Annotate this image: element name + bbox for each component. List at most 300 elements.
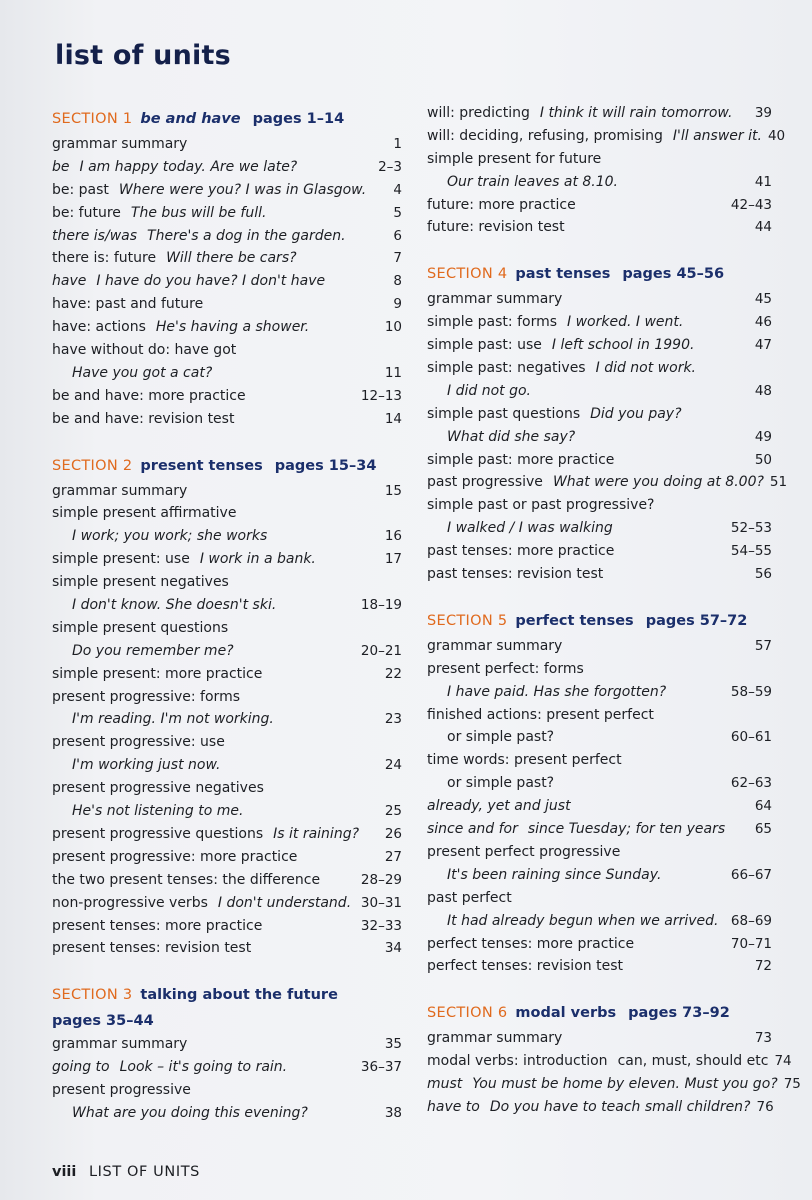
contents-entry (52, 800, 402, 823)
contents-entry (52, 754, 402, 777)
contents-entry (427, 681, 772, 704)
entry-topic: present perfect: forms (427, 660, 584, 677)
entry-page-number: 48 (754, 382, 772, 399)
entry-page-number: 66–67 (730, 866, 772, 883)
entry-example: Look – it's going to rain. (119, 1059, 288, 1076)
entry-topic: have: actions (52, 319, 146, 336)
contents-entry (52, 846, 402, 869)
entry-text (427, 658, 584, 681)
contents-entry (52, 270, 402, 293)
entry-text (427, 540, 614, 563)
contents-entry (52, 362, 402, 385)
entry-text (427, 635, 562, 658)
contents-entry (427, 334, 772, 357)
entry-page-number: 38 (384, 1104, 402, 1121)
entry-example: I did not go. (447, 382, 531, 399)
contents-entry (427, 403, 772, 426)
entry-topic: have without do: have got (52, 342, 237, 359)
entry-text (52, 1102, 308, 1125)
entry-topic: there is: future (52, 250, 157, 267)
entry-page-number: 28–29 (360, 871, 402, 888)
entry-text (52, 293, 203, 316)
entry-topic: simple past: forms (427, 314, 558, 331)
entry-example: You must be home by eleven. Must you go? (472, 1076, 778, 1093)
entry-example: I'll answer it. (672, 127, 762, 144)
entry-topic: since and for (427, 821, 518, 838)
entry-topic: present progressive: use (52, 734, 225, 751)
contents-entry (427, 635, 772, 658)
entry-topic: be and have: revision test (52, 410, 235, 427)
entry-topic: present progressive (52, 1082, 191, 1099)
entry-text (427, 357, 696, 380)
entry-text (427, 749, 622, 772)
contents-entry (427, 380, 772, 403)
entry-page-number: 70–71 (730, 935, 772, 952)
entry-text (427, 426, 575, 449)
entry-page-number: 25 (384, 803, 402, 820)
contents-entry (427, 704, 772, 727)
entry-topic: present progressive negatives (52, 780, 264, 797)
section-name: present tenses (140, 457, 263, 474)
entry-page-number: 47 (754, 337, 772, 354)
entry-topic: simple present: more practice (52, 665, 263, 682)
entry-page-number: 68–69 (730, 912, 772, 929)
entry-topic: have: past and future (52, 296, 204, 313)
entry-page-number: 56 (754, 566, 772, 583)
entry-topic: grammar summary (52, 482, 188, 499)
section-pages: pages 57–72 (645, 612, 748, 629)
entry-topic: grammar summary (427, 637, 563, 654)
entry-text (427, 403, 682, 426)
entry-example: He's having a shower. (155, 319, 310, 336)
entry-text (52, 362, 212, 385)
entry-page-number: 74 (774, 1053, 792, 1070)
contents-entry (52, 316, 402, 339)
entry-text (52, 892, 351, 915)
entry-text (52, 663, 262, 686)
entry-text (52, 869, 320, 892)
entry-topic: or simple past? (447, 729, 555, 746)
entry-example: Where were you? I was in Glasgow. (118, 181, 367, 198)
entry-text (427, 563, 603, 586)
entry-example: can, must, should etc (617, 1053, 769, 1070)
entry-example: The bus will be full. (130, 204, 267, 221)
entry-page-number: 5 (393, 204, 402, 221)
entry-text (52, 1079, 191, 1102)
section-heading (427, 1000, 772, 1027)
entry-text (52, 846, 297, 869)
entry-example: What did she say? (447, 428, 576, 445)
entry-text (427, 1096, 751, 1119)
entry-text (52, 385, 246, 408)
contents-entry (427, 726, 772, 749)
contents-entry (52, 133, 402, 156)
contents-right-column (427, 102, 801, 1119)
entry-page-number: 40 (767, 127, 786, 144)
contents-entry (427, 887, 772, 910)
entry-text (427, 841, 620, 864)
contents-entry (427, 1096, 772, 1119)
entry-text (52, 408, 234, 431)
entry-topic: will: deciding, refusing, promising (427, 127, 663, 144)
contents-entry (52, 1056, 402, 1079)
entry-example: I have paid. Has she forgotten? (447, 683, 667, 700)
entry-page-number: 65 (754, 821, 772, 838)
entry-topic: grammar summary (52, 136, 188, 152)
entry-page-number: 16 (384, 528, 402, 545)
entry-page-number: 35 (384, 1036, 402, 1053)
entry-page-number: 12–13 (360, 387, 402, 404)
contents-entry (427, 772, 772, 795)
contents-entry (427, 148, 772, 171)
entry-example: There's a dog in the garden. (147, 227, 346, 244)
entry-text (52, 525, 267, 548)
entry-page-number: 39 (754, 105, 772, 121)
entry-text (427, 216, 565, 239)
entry-text (52, 1033, 187, 1056)
contents-entry (52, 502, 402, 525)
section-pages: pages 73–92 (628, 1005, 730, 1022)
contents-entry (52, 293, 402, 316)
section-name: talking about the future (140, 987, 338, 1004)
entry-topic: be and have: more practice (52, 387, 246, 404)
entry-topic: simple past or past progressive? (427, 497, 655, 514)
entry-text (52, 571, 229, 594)
entry-topic: perfect tenses: more practice (427, 935, 635, 952)
entry-page-number: 9 (393, 296, 402, 313)
contents-entry (52, 339, 402, 362)
entry-topic: already, yet and just (427, 798, 571, 815)
entry-example: What were you doing at 8.00? (552, 474, 764, 491)
entry-text (427, 194, 576, 217)
contents-entry (427, 311, 772, 334)
contents-entry (427, 288, 772, 311)
entry-topic: simple present for future (427, 150, 602, 167)
entry-page-number: 57 (754, 637, 772, 654)
contents-entry (427, 517, 772, 540)
contents-entry (427, 933, 772, 956)
contents-entry (52, 179, 402, 202)
entry-page-number: 60–61 (730, 729, 772, 746)
entry-example: Our train leaves at 8.10. (447, 173, 619, 190)
entry-text (52, 617, 228, 640)
entry-page-number: 18–19 (360, 597, 402, 614)
contents-entry (52, 156, 402, 179)
entry-topic: simple past: more practice (427, 451, 615, 468)
entry-topic: simple present negatives (52, 574, 229, 591)
entry-page-number: 54–55 (730, 543, 772, 560)
entry-example: I have do you have? I don't have (96, 273, 326, 290)
contents-entry (52, 594, 402, 617)
contents-entry (52, 708, 402, 731)
section-number: SECTION 3 (52, 987, 133, 1004)
entry-text (52, 777, 264, 800)
entry-page-number: 76 (756, 1098, 774, 1115)
entry-example: since Tuesday; for ten years (527, 821, 726, 838)
entry-topic: must (427, 1076, 463, 1093)
entry-topic: going to (52, 1059, 110, 1076)
entry-page-number: 4 (393, 181, 402, 198)
section-name: modal verbs (515, 1005, 617, 1022)
entry-topic: have (52, 273, 87, 290)
entry-example: Do you have to teach small children? (489, 1098, 751, 1115)
contents-entry (52, 385, 402, 408)
entry-page-number: 11 (384, 364, 402, 381)
entry-page-number: 36–37 (360, 1059, 402, 1076)
entry-text (427, 795, 571, 818)
section-heading (52, 453, 402, 480)
entry-topic: present tenses: more practice (52, 917, 263, 934)
contents-entry (427, 658, 772, 681)
contents-entry (52, 869, 402, 892)
contents-entry (427, 102, 772, 125)
entry-page-number: 15 (384, 482, 402, 499)
entry-text (52, 225, 346, 248)
entry-text (52, 823, 359, 846)
contents-entry (427, 749, 772, 772)
entry-page-number: 51 (769, 474, 788, 491)
contents-entry (52, 1079, 402, 1102)
contents-entry (52, 686, 402, 709)
entry-example: I worked. I went. (567, 314, 684, 331)
section-heading (427, 608, 772, 635)
entry-text (427, 1027, 562, 1050)
entry-text (52, 247, 297, 270)
entry-text (427, 704, 654, 727)
entry-page-number: 2–3 (378, 158, 402, 175)
entry-topic: past progressive (427, 474, 543, 491)
entry-example: What are you doing this evening? (72, 1104, 308, 1121)
entry-page-number: 41 (754, 173, 772, 190)
entry-topic: have to (427, 1098, 480, 1115)
entry-page-number: 58–59 (730, 683, 772, 700)
entry-topic: be (52, 158, 70, 175)
entry-text (52, 156, 297, 179)
entry-example: I left school in 1990. (551, 337, 695, 354)
contents-entry (427, 494, 772, 517)
entry-page-number: 10 (384, 319, 402, 336)
entry-text (52, 502, 236, 525)
entry-page-number: 45 (754, 291, 772, 308)
contents-entry (52, 777, 402, 800)
contents-entry (427, 471, 788, 494)
entry-topic: be: past (52, 181, 109, 198)
entry-text (52, 937, 251, 960)
entry-topic: past tenses: more practice (427, 543, 615, 560)
contents-entry (52, 408, 402, 431)
entry-text (427, 288, 562, 311)
entry-text (52, 133, 187, 156)
entry-topic: simple present questions (52, 619, 229, 636)
entry-page-number: 22 (384, 665, 402, 682)
entry-text (427, 102, 732, 125)
contents-entry (427, 449, 772, 472)
section-number: SECTION 5 (427, 612, 508, 629)
contents-entry (427, 357, 772, 380)
entry-example: Have you got a cat? (72, 364, 213, 381)
contents-entry (427, 910, 772, 933)
entry-page-number: 50 (754, 451, 772, 468)
entry-topic: grammar summary (427, 291, 563, 308)
entry-topic: present progressive questions (52, 825, 264, 842)
contents-entry (52, 571, 402, 594)
entry-page-number: 26 (384, 825, 402, 842)
entry-text (52, 202, 266, 225)
footer-label: LIST OF UNITS (88, 1164, 200, 1180)
contents-entry (427, 1050, 792, 1073)
contents-entry (427, 125, 786, 148)
section-pages: pages 15–34 (274, 457, 377, 474)
entry-text (52, 640, 234, 663)
entry-text (427, 910, 718, 933)
entry-text (52, 480, 187, 503)
entry-text (427, 681, 666, 704)
entry-topic: simple present affirmative (52, 505, 237, 522)
entry-text (52, 339, 236, 362)
entry-text (52, 686, 240, 709)
entry-topic: finished actions: present perfect (427, 706, 654, 723)
entry-page-number: 6 (393, 227, 402, 244)
entry-text (427, 471, 764, 494)
section-pages: pages 1–14 (252, 111, 345, 127)
entry-page-number: 75 (783, 1076, 801, 1093)
contents-entry (52, 225, 402, 248)
entry-page-number: 49 (754, 428, 772, 445)
entry-text (52, 270, 325, 293)
entry-example: I'm working just now. (72, 757, 221, 774)
entry-page-number: 73 (754, 1030, 772, 1047)
contents-entry (427, 563, 772, 586)
contents-entry (52, 1102, 402, 1125)
section-heading (52, 982, 402, 1009)
entry-page-number: 20–21 (360, 642, 402, 659)
entry-topic: the two present tenses: the difference (52, 871, 321, 888)
page-title: list of units (55, 40, 231, 71)
entry-text (427, 380, 531, 403)
entry-page-number: 62–63 (730, 775, 772, 792)
footer-page-number: viii (52, 1164, 77, 1180)
contents-entry (52, 247, 402, 270)
contents-entry (52, 640, 402, 663)
entry-text (427, 726, 554, 749)
entry-text (427, 955, 623, 978)
section-number: SECTION 2 (52, 457, 133, 474)
contents-entry (52, 480, 402, 503)
section-pages: pages 35–44 (52, 1013, 154, 1030)
entry-page-number: 30–31 (360, 894, 402, 911)
contents-entry (52, 202, 402, 225)
entry-text (427, 148, 601, 171)
entry-text (427, 1050, 768, 1073)
contents-entry (427, 1073, 801, 1096)
entry-example: Will there be cars? (166, 250, 297, 267)
entry-page-number: 44 (754, 219, 772, 236)
entry-topic: present perfect progressive (427, 843, 621, 860)
entry-topic: past perfect (427, 889, 512, 906)
section-number: SECTION 4 (427, 266, 508, 283)
entry-page-number: 32–33 (360, 917, 402, 934)
entry-topic: grammar summary (52, 1036, 188, 1053)
section-name: perfect tenses (515, 612, 634, 629)
entry-page-number: 1 (393, 136, 402, 152)
entry-example: I am happy today. Are we late? (79, 158, 298, 175)
contents-entry (427, 216, 772, 239)
entry-example: I did not work. (595, 360, 697, 377)
entry-page-number: 14 (384, 410, 402, 427)
section-number: SECTION 1 (52, 111, 133, 127)
entry-page-number: 64 (754, 798, 772, 815)
entry-topic: simple past: use (427, 337, 542, 354)
entry-example: Is it raining? (273, 825, 360, 842)
contents-entry (427, 194, 772, 217)
entry-page-number: 17 (384, 551, 402, 568)
contents-entry (427, 540, 772, 563)
entry-page-number: 7 (393, 250, 402, 267)
contents-entry (427, 426, 772, 449)
entry-page-number: 46 (754, 314, 772, 331)
entry-example: He's not listening to me. (72, 803, 244, 820)
entry-example: I'm reading. I'm not working. (72, 711, 274, 728)
page-footer (52, 1164, 200, 1180)
entry-text (52, 800, 243, 823)
entry-topic: simple past: negatives (427, 360, 586, 377)
entry-topic: present progressive: more practice (52, 848, 298, 865)
entry-page-number: 42–43 (730, 196, 772, 213)
contents-entry (427, 171, 772, 194)
entry-topic: future: revision test (427, 219, 565, 236)
entry-text (427, 1073, 778, 1096)
entry-text (52, 594, 276, 617)
contents-entry (52, 1033, 402, 1056)
entry-example: I don't understand. (217, 894, 352, 911)
entry-example: It had already begun when we arrived. (447, 912, 719, 929)
contents-entry (52, 548, 402, 571)
contents-entry (52, 617, 402, 640)
section-name: be and have (140, 111, 241, 127)
entry-text (52, 708, 274, 731)
entry-text (52, 179, 366, 202)
entry-topic: simple present: use (52, 551, 190, 568)
entry-text (52, 754, 220, 777)
entry-example: I walked / I was walking (447, 520, 613, 537)
entry-text (427, 517, 613, 540)
entry-text (52, 731, 225, 754)
entry-text (52, 915, 262, 938)
entry-topic: present progressive: forms (52, 688, 240, 705)
contents-entry (52, 892, 402, 915)
entry-example: Do you remember me? (72, 642, 234, 659)
entry-page-number: 27 (384, 848, 402, 865)
entry-topic: present tenses: revision test (52, 940, 252, 957)
entry-text (52, 316, 309, 339)
section-heading (427, 261, 772, 288)
entry-text (427, 887, 512, 910)
entry-example: I think it will rain tomorrow. (539, 105, 733, 121)
entry-text (427, 311, 683, 334)
entry-text (427, 334, 694, 357)
contents-left-column (52, 106, 402, 1125)
entry-text (427, 171, 618, 194)
entry-page-number: 8 (393, 273, 402, 290)
entry-text (427, 449, 614, 472)
entry-topic: will: predicting (427, 105, 530, 121)
entry-page-number: 24 (384, 757, 402, 774)
contents-entry (52, 915, 402, 938)
entry-text (427, 864, 661, 887)
entry-page-number: 52–53 (730, 520, 772, 537)
contents-entry (427, 795, 772, 818)
contents-entry (52, 731, 402, 754)
